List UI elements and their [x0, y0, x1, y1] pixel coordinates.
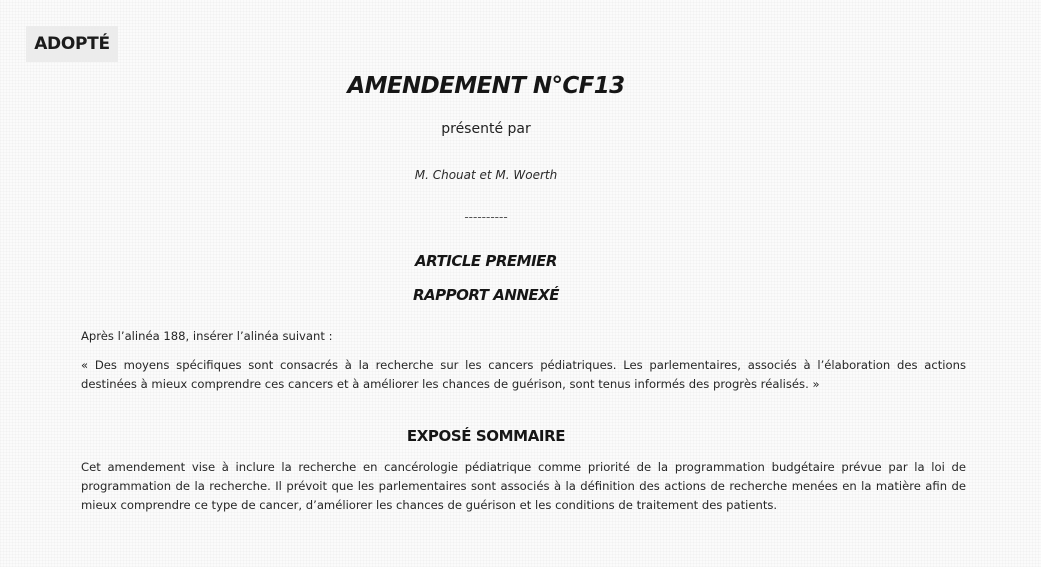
- summary-paragraph: Cet amendement vise à inclure la recherche en cancérologie pédiatrique comme priorité de la programmation budgétaire prévue par la loi de programmation de la recherche. Il prévoit que les parlementaires sont associés à la définition des actions de recherche menées en la matière afin de mieux comprendre ce type de cancer, d’améliorer les chances de guérison et les conditions de traitement des patients.: [81, 460, 966, 512]
- article-heading: ARTICLE PREMIER: [415, 252, 557, 270]
- presented-by-label: présenté par: [441, 121, 531, 137]
- inserted-paragraph: « Des moyens spécifiques sont consacrés à la recherche sur les cancers pédiatriques. Les parlementaires, associés à l’élaboration des actions destinées à mieux comprendre ces cancers et à améliorer les chances de guérison, sont tenus informés des progrès réalisés. »: [81, 358, 966, 391]
- section-heading: RAPPORT ANNEXÉ: [412, 286, 559, 304]
- amendment-title: AMENDEMENT N°CF13: [347, 73, 625, 99]
- status-badge: ADOPTÉ: [26, 26, 118, 62]
- separator-line: ----------: [464, 210, 508, 224]
- amendment-instruction: Après l’alinéa 188, insérer l’alinéa suivant :: [81, 329, 333, 343]
- summary-heading: EXPOSÉ SOMMAIRE: [406, 427, 566, 445]
- amendment-authors: M. Chouat et M. Woerth: [414, 168, 558, 182]
